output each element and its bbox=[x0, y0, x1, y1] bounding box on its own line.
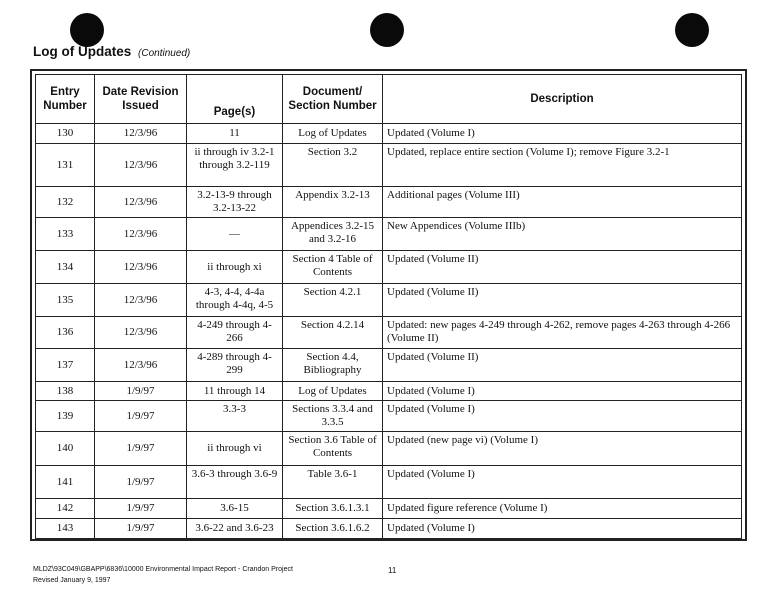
table-row bbox=[36, 124, 742, 144]
cell-pages: 3.6-15 bbox=[187, 499, 283, 519]
cell-date-issued: 1/9/97 bbox=[95, 466, 187, 499]
cell-document-section: Sections 3.3.4 and 3.3.5 bbox=[283, 401, 383, 432]
updates-table bbox=[35, 74, 742, 539]
cell-document-section: Table 3.6-1 bbox=[283, 466, 383, 499]
cell-entry-number: 139 bbox=[36, 401, 95, 432]
cell-pages: — bbox=[187, 218, 283, 251]
cell-date-issued: 1/9/97 bbox=[95, 519, 187, 539]
cell-entry-number: 133 bbox=[36, 218, 95, 251]
cell-document-section: Section 4.4, Bibliography bbox=[283, 349, 383, 382]
cell-description: Updated (new page vi) (Volume I) bbox=[383, 432, 742, 466]
cell-description: Updated (Volume I) bbox=[383, 401, 742, 432]
title-subtitle: (Continued) bbox=[138, 48, 191, 59]
cell-date-issued: 12/3/96 bbox=[95, 187, 187, 218]
cell-description: Updated (Volume I) bbox=[383, 382, 742, 401]
cell-description: New Appendices (Volume IIIb) bbox=[383, 218, 742, 251]
cell-entry-number: 143 bbox=[36, 519, 95, 539]
cell-pages: ii through vi bbox=[187, 432, 283, 466]
cell-entry-number: 130 bbox=[36, 124, 95, 144]
cell-document-section: Section 3.2 bbox=[283, 144, 383, 187]
footer-revised: Revised January 9, 1997 bbox=[33, 577, 111, 584]
cell-entry-number: 140 bbox=[36, 432, 95, 466]
cell-description: Updated (Volume I) bbox=[383, 124, 742, 144]
table-row bbox=[36, 218, 742, 251]
cell-date-issued: 12/3/96 bbox=[95, 251, 187, 284]
cell-date-issued: 12/3/96 bbox=[95, 144, 187, 187]
cell-date-issued: 12/3/96 bbox=[95, 317, 187, 349]
cell-date-issued: 1/9/97 bbox=[95, 432, 187, 466]
table-row bbox=[36, 284, 742, 317]
cell-description: Updated, replace entire section (Volume I); remove Figure 3.2-1 bbox=[383, 144, 742, 187]
table-row bbox=[36, 432, 742, 466]
table-row bbox=[36, 466, 742, 499]
cell-date-issued: 1/9/97 bbox=[95, 401, 187, 432]
table-row bbox=[36, 251, 742, 284]
table-row bbox=[36, 519, 742, 539]
cell-entry-number: 138 bbox=[36, 382, 95, 401]
cell-pages: 3.2-13-9 through 3.2-13-22 bbox=[187, 187, 283, 218]
cell-date-issued: 12/3/96 bbox=[95, 349, 187, 382]
cell-description: Updated (Volume I) bbox=[383, 519, 742, 539]
cell-document-section: Log of Updates bbox=[283, 382, 383, 401]
cell-pages: 3.6-22 and 3.6-23 bbox=[187, 519, 283, 539]
cell-date-issued: 1/9/97 bbox=[95, 499, 187, 519]
cell-description: Updated (Volume II) bbox=[383, 251, 742, 284]
table-row bbox=[36, 144, 742, 187]
title-text: Log of Updates bbox=[33, 44, 132, 59]
binder-hole-center bbox=[370, 13, 404, 47]
cell-document-section: Section 4 Table of Contents bbox=[283, 251, 383, 284]
cell-pages: ii through xi bbox=[187, 251, 283, 284]
cell-document-section: Section 3.6.1.6.2 bbox=[283, 519, 383, 539]
cell-pages: 4-289 through 4-299 bbox=[187, 349, 283, 382]
cell-description: Additional pages (Volume III) bbox=[383, 187, 742, 218]
table-row bbox=[36, 349, 742, 382]
cell-entry-number: 135 bbox=[36, 284, 95, 317]
cell-entry-number: 132 bbox=[36, 187, 95, 218]
table-row bbox=[36, 401, 742, 432]
table-row bbox=[36, 382, 742, 401]
cell-date-issued: 12/3/96 bbox=[95, 124, 187, 144]
col-header-entry: Entry Number bbox=[36, 75, 95, 124]
cell-document-section: Section 4.2.14 bbox=[283, 317, 383, 349]
cell-description: Updated (Volume I) bbox=[383, 466, 742, 499]
table-row bbox=[36, 187, 742, 218]
cell-pages: 11 through 14 bbox=[187, 382, 283, 401]
cell-entry-number: 137 bbox=[36, 349, 95, 382]
page-title bbox=[33, 44, 190, 59]
col-header-date: Date Revision Issued bbox=[95, 75, 187, 124]
cell-document-section: Appendices 3.2-15 and 3.2-16 bbox=[283, 218, 383, 251]
cell-entry-number: 131 bbox=[36, 144, 95, 187]
cell-document-section: Section 3.6 Table of Contents bbox=[283, 432, 383, 466]
cell-description: Updated figure reference (Volume I) bbox=[383, 499, 742, 519]
cell-description: Updated: new pages 4-249 through 4-262, remove pages 4-263 through 4-266 (Volume II) bbox=[383, 317, 742, 349]
cell-date-issued: 1/9/97 bbox=[95, 382, 187, 401]
table-header-row bbox=[36, 75, 742, 124]
footer-page-number: 11 bbox=[388, 566, 397, 575]
binder-hole-left bbox=[70, 13, 104, 47]
cell-document-section: Appendix 3.2-13 bbox=[283, 187, 383, 218]
footer-path: MLDZ\93C049\GBAPP\6836\10000 Environmental Impact Report - Crandon Project bbox=[33, 566, 293, 573]
binder-hole-right bbox=[675, 13, 709, 47]
cell-pages: ii through iv 3.2-1 through 3.2-119 bbox=[187, 144, 283, 187]
cell-pages: 4-249 through 4-266 bbox=[187, 317, 283, 349]
cell-pages: 3.3-3 bbox=[187, 401, 283, 432]
table-row bbox=[36, 499, 742, 519]
cell-pages: 11 bbox=[187, 124, 283, 144]
table-row bbox=[36, 317, 742, 349]
cell-pages: 3.6-3 through 3.6-9 bbox=[187, 466, 283, 499]
cell-document-section: Section 4.2.1 bbox=[283, 284, 383, 317]
cell-entry-number: 141 bbox=[36, 466, 95, 499]
cell-date-issued: 12/3/96 bbox=[95, 218, 187, 251]
cell-description: Updated (Volume II) bbox=[383, 284, 742, 317]
cell-pages: 4-3, 4-4, 4-4a through 4-4q, 4-5 bbox=[187, 284, 283, 317]
cell-entry-number: 136 bbox=[36, 317, 95, 349]
cell-document-section: Log of Updates bbox=[283, 124, 383, 144]
updates-table-frame bbox=[30, 69, 747, 541]
col-header-document: Document/ Section Number bbox=[283, 75, 383, 124]
cell-document-section: Section 3.6.1.3.1 bbox=[283, 499, 383, 519]
col-header-pages: Page(s) bbox=[187, 75, 283, 124]
cell-date-issued: 12/3/96 bbox=[95, 284, 187, 317]
cell-description: Updated (Volume II) bbox=[383, 349, 742, 382]
cell-entry-number: 134 bbox=[36, 251, 95, 284]
cell-entry-number: 142 bbox=[36, 499, 95, 519]
col-header-description: Description bbox=[383, 75, 742, 124]
